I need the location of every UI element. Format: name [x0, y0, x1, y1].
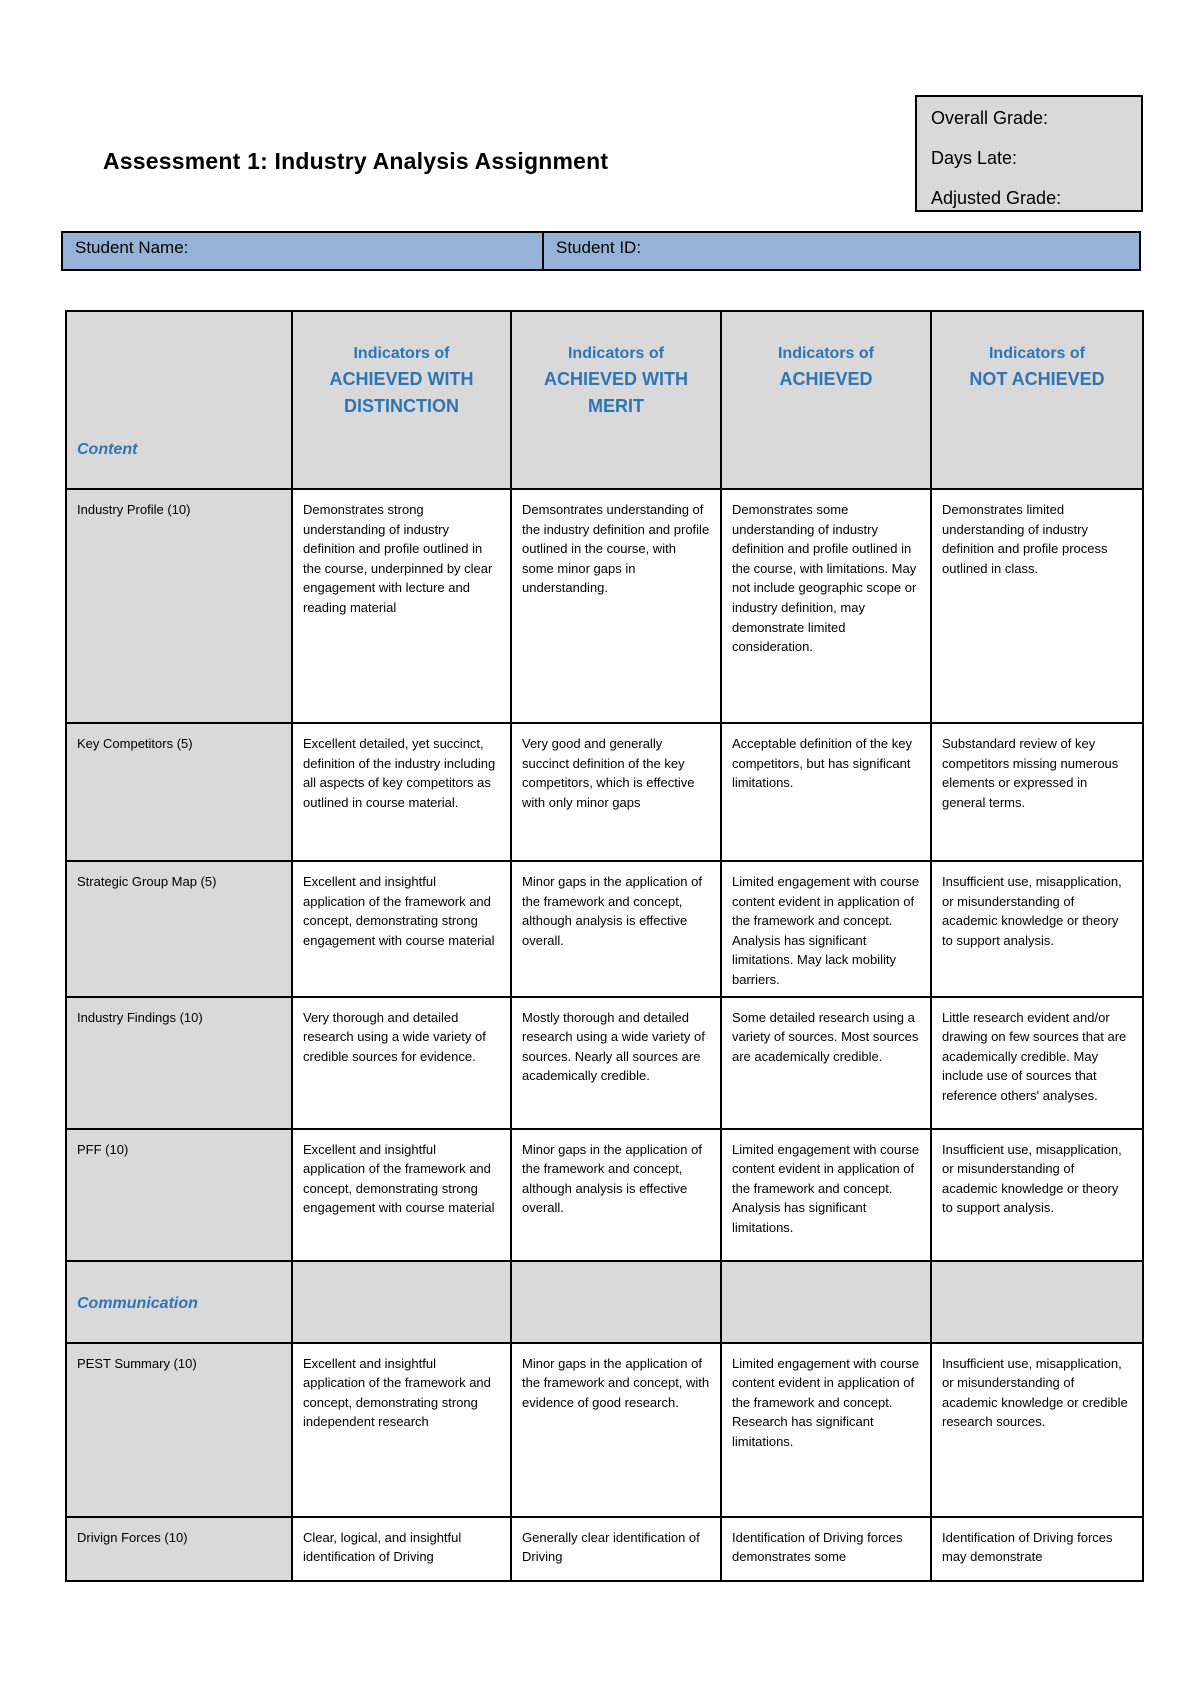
descriptor-cell: Demonstrates strong understanding of industry definition and profile outlined in the course, underpinned by clear engagement with lecture and reading material	[292, 489, 511, 723]
descriptor-cell: Some detailed research using a variety of sources. Most sources are academically credible.	[721, 997, 931, 1129]
descriptor-cell: Little research evident and/or drawing on few sources that are academically credible. May include use of sources that reference others' analyses.	[931, 997, 1143, 1129]
table-row	[66, 1129, 1143, 1261]
descriptor-text: Identification of Driving forces may demonstrate	[942, 1529, 1113, 1565]
table-row	[66, 861, 1143, 997]
student-info-bar	[61, 231, 1141, 271]
descriptor-cell: Limited engagement with course content evident in application of the framework and concept. Research has significant limitations.	[721, 1343, 931, 1517]
descriptor-cell: Substandard review of key competitors missing numerous elements or expressed in general terms.	[931, 723, 1143, 861]
content-section-label: Content	[66, 311, 292, 489]
table-row	[66, 997, 1143, 1129]
table-row	[66, 1343, 1143, 1517]
descriptor-cell: Very thorough and detailed research using a wide variety of credible sources for evidence.	[292, 997, 511, 1129]
descriptor-text: Generally clear identification of Driving	[522, 1529, 700, 1565]
descriptor-cell: Demonstrates some understanding of industry definition and profile outlined in the course, with limitations. May not include geographic scope or industry definition, may demonstrate limited consideration.	[721, 489, 931, 723]
descriptor-cell	[511, 1517, 721, 1581]
descriptor-cell: Insufficient use, misapplication, or misunderstanding of academic knowledge or theory to support analysis.	[931, 861, 1143, 997]
descriptor-cell: Limited engagement with course content evident in application of the framework and concept. Analysis has significant limitations. May lack mobility barriers.	[721, 861, 931, 997]
descriptor-cell: Acceptable definition of the key competitors, but has significant limitations.	[721, 723, 931, 861]
descriptor-cell: Minor gaps in the application of the framework and concept, although analysis is effective overall.	[511, 861, 721, 997]
communication-section-label: Communication	[66, 1261, 292, 1343]
column-header-merit	[511, 311, 721, 489]
indicator-prefix: Indicators of	[353, 345, 450, 362]
descriptor-cell: Very good and generally succinct definition of the key competitors, which is effective with only minor gaps	[511, 723, 721, 861]
section-empty-cell	[931, 1261, 1143, 1343]
criterion-label	[66, 1517, 292, 1581]
descriptor-cell: Excellent and insightful application of the framework and concept, demonstrating strong engagement with course material	[292, 861, 511, 997]
section-empty-cell	[511, 1261, 721, 1343]
indicator-prefix: Indicators of	[988, 345, 1085, 362]
criterion-label: Industry Profile (10)	[66, 489, 292, 723]
criterion-label: Key Competitors (5)	[66, 723, 292, 861]
criterion-label: Strategic Group Map (5)	[66, 861, 292, 997]
descriptor-cell: Insufficient use, misapplication, or misunderstanding of academic knowledge or theory to support analysis.	[931, 1129, 1143, 1261]
criterion-label: PEST Summary (10)	[66, 1343, 292, 1517]
descriptor-cell: Mostly thorough and detailed research using a wide variety of sources. Nearly all sources are academically credible.	[511, 997, 721, 1129]
overall-grade-label: Overall Grade:	[931, 108, 1049, 128]
indicator-level: NOT ACHIEVED	[969, 369, 1105, 389]
indicator-level: ACHIEVED WITH DISTINCTION	[329, 369, 474, 416]
criterion-label: PFF (10)	[66, 1129, 292, 1261]
descriptor-cell: Limited engagement with course content evident in application of the framework and concept. Analysis has significant limitations.	[721, 1129, 931, 1261]
criterion-text: Drivign Forces (10)	[77, 1529, 188, 1545]
adjusted-grade-label: Adjusted Grade:	[931, 188, 1062, 208]
descriptor-cell: Excellent and insightful application of the framework and concept, demonstrating strong engagement with course material	[292, 1129, 511, 1261]
rubric-table	[65, 310, 1144, 1582]
indicator-level: ACHIEVED WITH MERIT	[544, 369, 688, 416]
indicator-level: ACHIEVED	[779, 369, 873, 389]
column-header-distinction	[292, 311, 511, 489]
descriptor-cell	[931, 1517, 1143, 1581]
descriptor-cell: Demonstrates limited understanding of industry definition and profile process outlined in class.	[931, 489, 1143, 723]
descriptor-cell: Minor gaps in the application of the framework and concept, with evidence of good research.	[511, 1343, 721, 1517]
grade-box	[915, 95, 1143, 212]
descriptor-cell: Minor gaps in the application of the framework and concept, although analysis is effective overall.	[511, 1129, 721, 1261]
column-header-not-achieved	[931, 311, 1143, 489]
descriptor-text: Identification of Driving forces demonstrates some	[732, 1529, 903, 1565]
section-empty-cell	[721, 1261, 931, 1343]
descriptor-cell	[721, 1517, 931, 1581]
criterion-label: Industry Findings (10)	[66, 997, 292, 1129]
section-empty-cell	[292, 1261, 511, 1343]
table-row	[66, 489, 1143, 723]
student-name-field[interactable]: Student Name:	[61, 231, 544, 271]
table-row	[66, 1517, 1143, 1581]
descriptor-text: Clear, logical, and insightful identification of Driving	[303, 1529, 462, 1565]
column-header-achieved	[721, 311, 931, 489]
descriptor-cell: Excellent detailed, yet succinct, definition of the industry including all aspects of key competitors as outlined in course material.	[292, 723, 511, 861]
descriptor-cell	[292, 1517, 511, 1581]
rubric-header-row	[66, 311, 1143, 489]
days-late-label: Days Late:	[931, 148, 1018, 168]
table-row	[66, 723, 1143, 861]
indicator-prefix: Indicators of	[567, 345, 664, 362]
descriptor-cell: Demsontrates understanding of the industry definition and profile outlined in the course, with some minor gaps in understanding.	[511, 489, 721, 723]
student-id-field[interactable]: Student ID:	[544, 231, 1141, 271]
page-title: Assessment 1: Industry Analysis Assignment	[103, 148, 609, 174]
communication-section-row	[66, 1261, 1143, 1343]
descriptor-cell: Excellent and insightful application of the framework and concept, demonstrating strong independent research	[292, 1343, 511, 1517]
indicator-prefix: Indicators of	[777, 345, 874, 362]
descriptor-cell: Insufficient use, misapplication, or misunderstanding of academic knowledge or credible research sources.	[931, 1343, 1143, 1517]
